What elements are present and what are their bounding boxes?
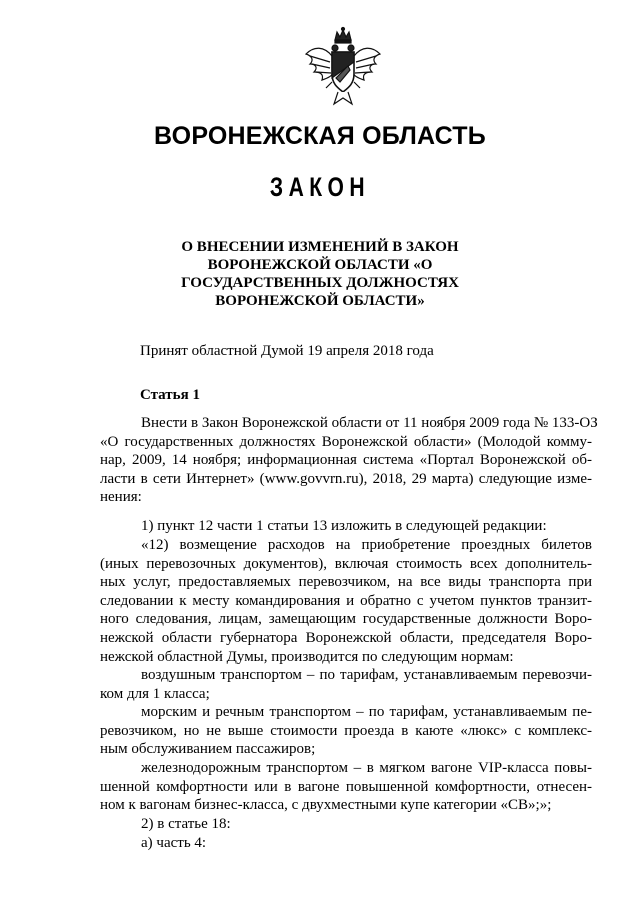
text-line: ного следования, лицам, замещающим государственные должности Воро- [100,611,592,628]
text-line: нар, 2009, 14 ноября; информационная система «Портал Воронежской об- [100,452,592,469]
text-line: шенной комфортности или в вагоне повышенной комфортности, отнесен- [100,778,592,795]
law-subject [150,238,490,310]
text-line: Внести в Закон Воронежской области от 11 ноября 2009 года № 133-ОЗ [141,415,598,431]
text-line: ных услуг, предоставляемых перевозчиком, на все виды транспорта при [100,574,592,591]
text-line: ным обслуживанием пассажиров; [100,741,316,758]
law-subject-line: ВОРОНЕЖСКОЙ ОБЛАСТИ «О [207,257,433,273]
text-line: ком для 1 класса; [100,685,210,702]
adoption-date: Принят областной Думой 19 апреля 2018 года [140,343,434,359]
law-subject-line: ВОРОНЕЖСКОЙ ОБЛАСТИ» [215,293,425,309]
text-line: ном к вагонам бизнес-класса, с двухместными купе категории «СВ»;»; [100,797,552,814]
text-line: (иных перевозочных документов), включая стоимость всех дополнитель- [100,555,592,572]
text-line: «О государственных должностях Воронежской области» (Молодой комму- [100,433,592,450]
text-line: ласти в сети Интернет» (www.govvrn.ru), 2018, 29 марта) следующие изме- [100,470,592,487]
text-line: морским и речным транспортом – по тарифам, устанавливаемым пе- [141,704,592,720]
amendment-item [100,517,592,536]
law-subject-line: О ВНЕСЕНИИ ИЗМЕНЕНИЙ В ЗАКОН [181,239,459,255]
text-line: следовании к месту командирования и обратно с учетом пунктов транзит- [100,592,592,609]
text-line: ревозчиком, но не выше стоимости проезда в каюте «люкс» с комплекс- [100,722,592,739]
text-line: «12) возмещение расходов на приобретение проездных билетов [141,537,592,553]
amendment-item [100,815,592,834]
text-line: 1) пункт 12 части 1 статьи 13 изложить в следующей редакции: [141,518,547,534]
amendment-paragraph [100,666,592,703]
amendment-paragraph [100,703,592,759]
region-title: ВОРОНЕЖСКАЯ ОБЛАСТЬ [154,122,486,150]
amendment-item [100,834,592,853]
article-intro-paragraph [100,414,598,507]
law-subject-line: ГОСУДАРСТВЕННЫХ ДОЛЖНОСТЯХ [181,275,459,291]
text-line: а) часть 4: [141,835,207,851]
text-line: 2) в статье 18: [141,816,231,832]
law-title: ЗАКОН [269,172,371,202]
text-line: нения: [100,489,142,506]
amendment-paragraph [100,536,592,666]
coat-of-arms-emblem [302,26,384,108]
article-heading: Статья 1 [140,387,200,403]
text-line: нежской области губернатора Воронежской области, председателя Воро- [100,629,592,646]
amendment-paragraph [100,759,592,815]
text-line: нежской областной Думы, производится по следующим нормам: [100,648,514,665]
text-line: воздушным транспортом – по тарифам, устанавливаемым перевозчи- [141,667,592,683]
text-line: железнодорожным транспортом – в мягком вагоне VIP-класса повы- [141,760,592,776]
